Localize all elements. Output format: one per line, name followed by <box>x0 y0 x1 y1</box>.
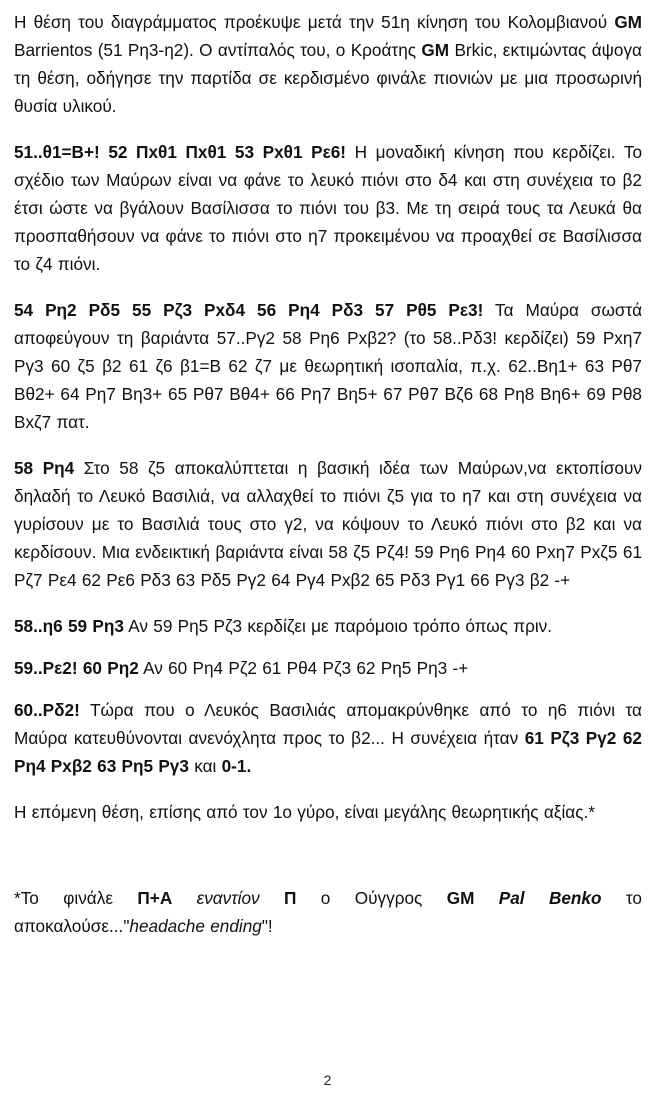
text-run <box>474 888 498 908</box>
document-page <box>14 8 642 940</box>
text-run: Brkic, εκτιμώντας άψογα τη θέση, οδήγησε την παρτίδα σε κερδισμένο φινάλε πιονιών με μια προσωρινή θυσία υλικού. <box>14 40 642 116</box>
text-run: Αν 59 Ρη5 Ρζ3 κερδίζει με παρόμοιο τρόπο όπως πριν. <box>123 616 553 636</box>
text-run: Τα Μαύρα σωστά αποφεύγουν τη βαριάντα 57..Ργ2 58 Ρη6 Ρxβ2? (το 58..Ρδ3! κερδίζει) 59 Ρxη7 Ργ3 60 ζ5 β2 61 ζ6 β1=Β 62 ζ7 με θεωρητική ισοπαλία, π.χ. 62..Βη1+ 63 Ρθ7 Βθ2+ 64 Ρη7 Βη3+ 65 Ρθ7 Βθ4+ 66 Ρη7 Βη5+ 67 Ρθ7 Βζ6 68 Ρη8 Βη6+ 69 Ρθ8 Βxζ7 πατ. <box>14 300 643 432</box>
game-result: 0-1. <box>221 756 252 776</box>
move-notation: 58 Ρη4 <box>14 458 75 478</box>
page-number: 2 <box>323 1072 332 1088</box>
text-run: Αν 60 Ρη4 Ρζ2 61 Ρθ4 Ρζ3 62 Ρη5 Ρη3 -+ <box>138 658 469 678</box>
text-run: Barrientos (51 Ρη3-η2). Ο αντίπαλός του, ο Κροάτης <box>14 40 422 60</box>
move-notation: 54 Ρη2 Ρδ5 55 Ρζ3 Ρxδ4 56 Ρη4 Ρδ3 57 Ρθ5 Ρε3! <box>14 300 484 320</box>
spacer <box>14 844 642 884</box>
paragraph-move-59 <box>14 654 642 682</box>
footnote-bold: Π <box>283 888 297 908</box>
text-run: Η επόμενη θέση, επίσης από τον 1ο γύρο, είναι μεγάλης θεωρητικής αξίας.* <box>14 802 595 822</box>
text-run: και <box>188 756 222 776</box>
paragraph-move-60 <box>14 696 642 780</box>
title-gm: GM <box>614 12 642 32</box>
text-run: Στο 58 ζ5 αποκαλύπτεται η βασική ιδέα των Μαύρων,να εκτοπίσουν δηλαδή το Λευκό Βασιλιά, να αλλαχθεί το πιόνι ζ5 για το η7 και στη συνέχεια να γυρίσουν με το Βασιλιά τους στο γ2, να κόψουν το Λευκό πιόνι στο β2 και να κερδίσουν. Μια ενδεικτική βαριάντα είναι 58 ζ5 Ρζ4! 59 Ρη6 Ρη4 60 Ρxη7 Ρxζ5 61 Ρζ7 Ρε4 62 Ρε6 Ρδ3 63 Ρδ5 Ργ2 64 Ργ4 Ρxβ2 65 Ρδ3 Ργ1 66 Ργ3 β2 -+ <box>14 458 642 590</box>
move-notation: 51..θ1=Β+! 52 Πxθ1 Πxθ1 53 Ρxθ1 Ρε6! <box>14 142 347 162</box>
move-notation: 58..η6 59 Ρη3 <box>14 616 124 636</box>
player-name: Pal Benko <box>498 888 602 908</box>
text-run: Η μοναδική κίνηση που κερδίζει. Το σχέδιο των Μαύρων είναι να φάνε το λευκό πιόνι στο δ4 και στη συνέχεια το β2 έτσι ώστε να βγάλουν Βασίλισσα το πιόνι του β3. Με τη σειρά τους τα Λευκά θα προσπαθήσουν να φάνε το πιόνι στο η7 προκειμένου να προαχθεί σε Βασίλισσα το ζ4 πιόνι. <box>14 142 643 274</box>
title-gm: GM <box>421 40 450 60</box>
paragraph-move-58 <box>14 454 642 594</box>
text-run: το αποκαλούσε..." <box>14 888 642 936</box>
paragraph-intro <box>14 8 642 120</box>
move-notation: 59..Ρε2! 60 Ρη2 <box>14 658 139 678</box>
paragraph-move-54 <box>14 296 642 436</box>
footnote-italic: headache ending <box>129 916 262 936</box>
text-run: Τώρα που ο Λευκός Βασιλιάς απομακρύνθηκε από το η6 πιόνι τα Μαύρα κατευθύνονται ανενόχλητα προς το β2... Η συνέχεια ήταν <box>14 700 642 748</box>
move-notation: 61 Ρζ3 Ργ2 62 Ρη4 Ρxβ2 63 Ρη5 Ργ3 <box>14 728 642 776</box>
move-notation: 60..Ρδ2! <box>14 700 80 720</box>
title-gm: GM <box>446 888 475 908</box>
text-run: ο Ούγγρος <box>296 888 447 908</box>
text-run: "! <box>261 916 273 936</box>
text-run: *Το φινάλε <box>14 888 138 908</box>
footnote-italic: εναντίον <box>172 888 284 908</box>
paragraph-next-position <box>14 798 642 826</box>
footnote-bold: Π+Α <box>137 888 173 908</box>
paragraph-move-58b <box>14 612 642 640</box>
paragraph-move-51 <box>14 138 642 278</box>
footnote <box>14 884 642 940</box>
text-run: Η θέση του διαγράμματος προέκυψε μετά την 51η κίνηση του Κολομβιανού <box>14 12 615 32</box>
